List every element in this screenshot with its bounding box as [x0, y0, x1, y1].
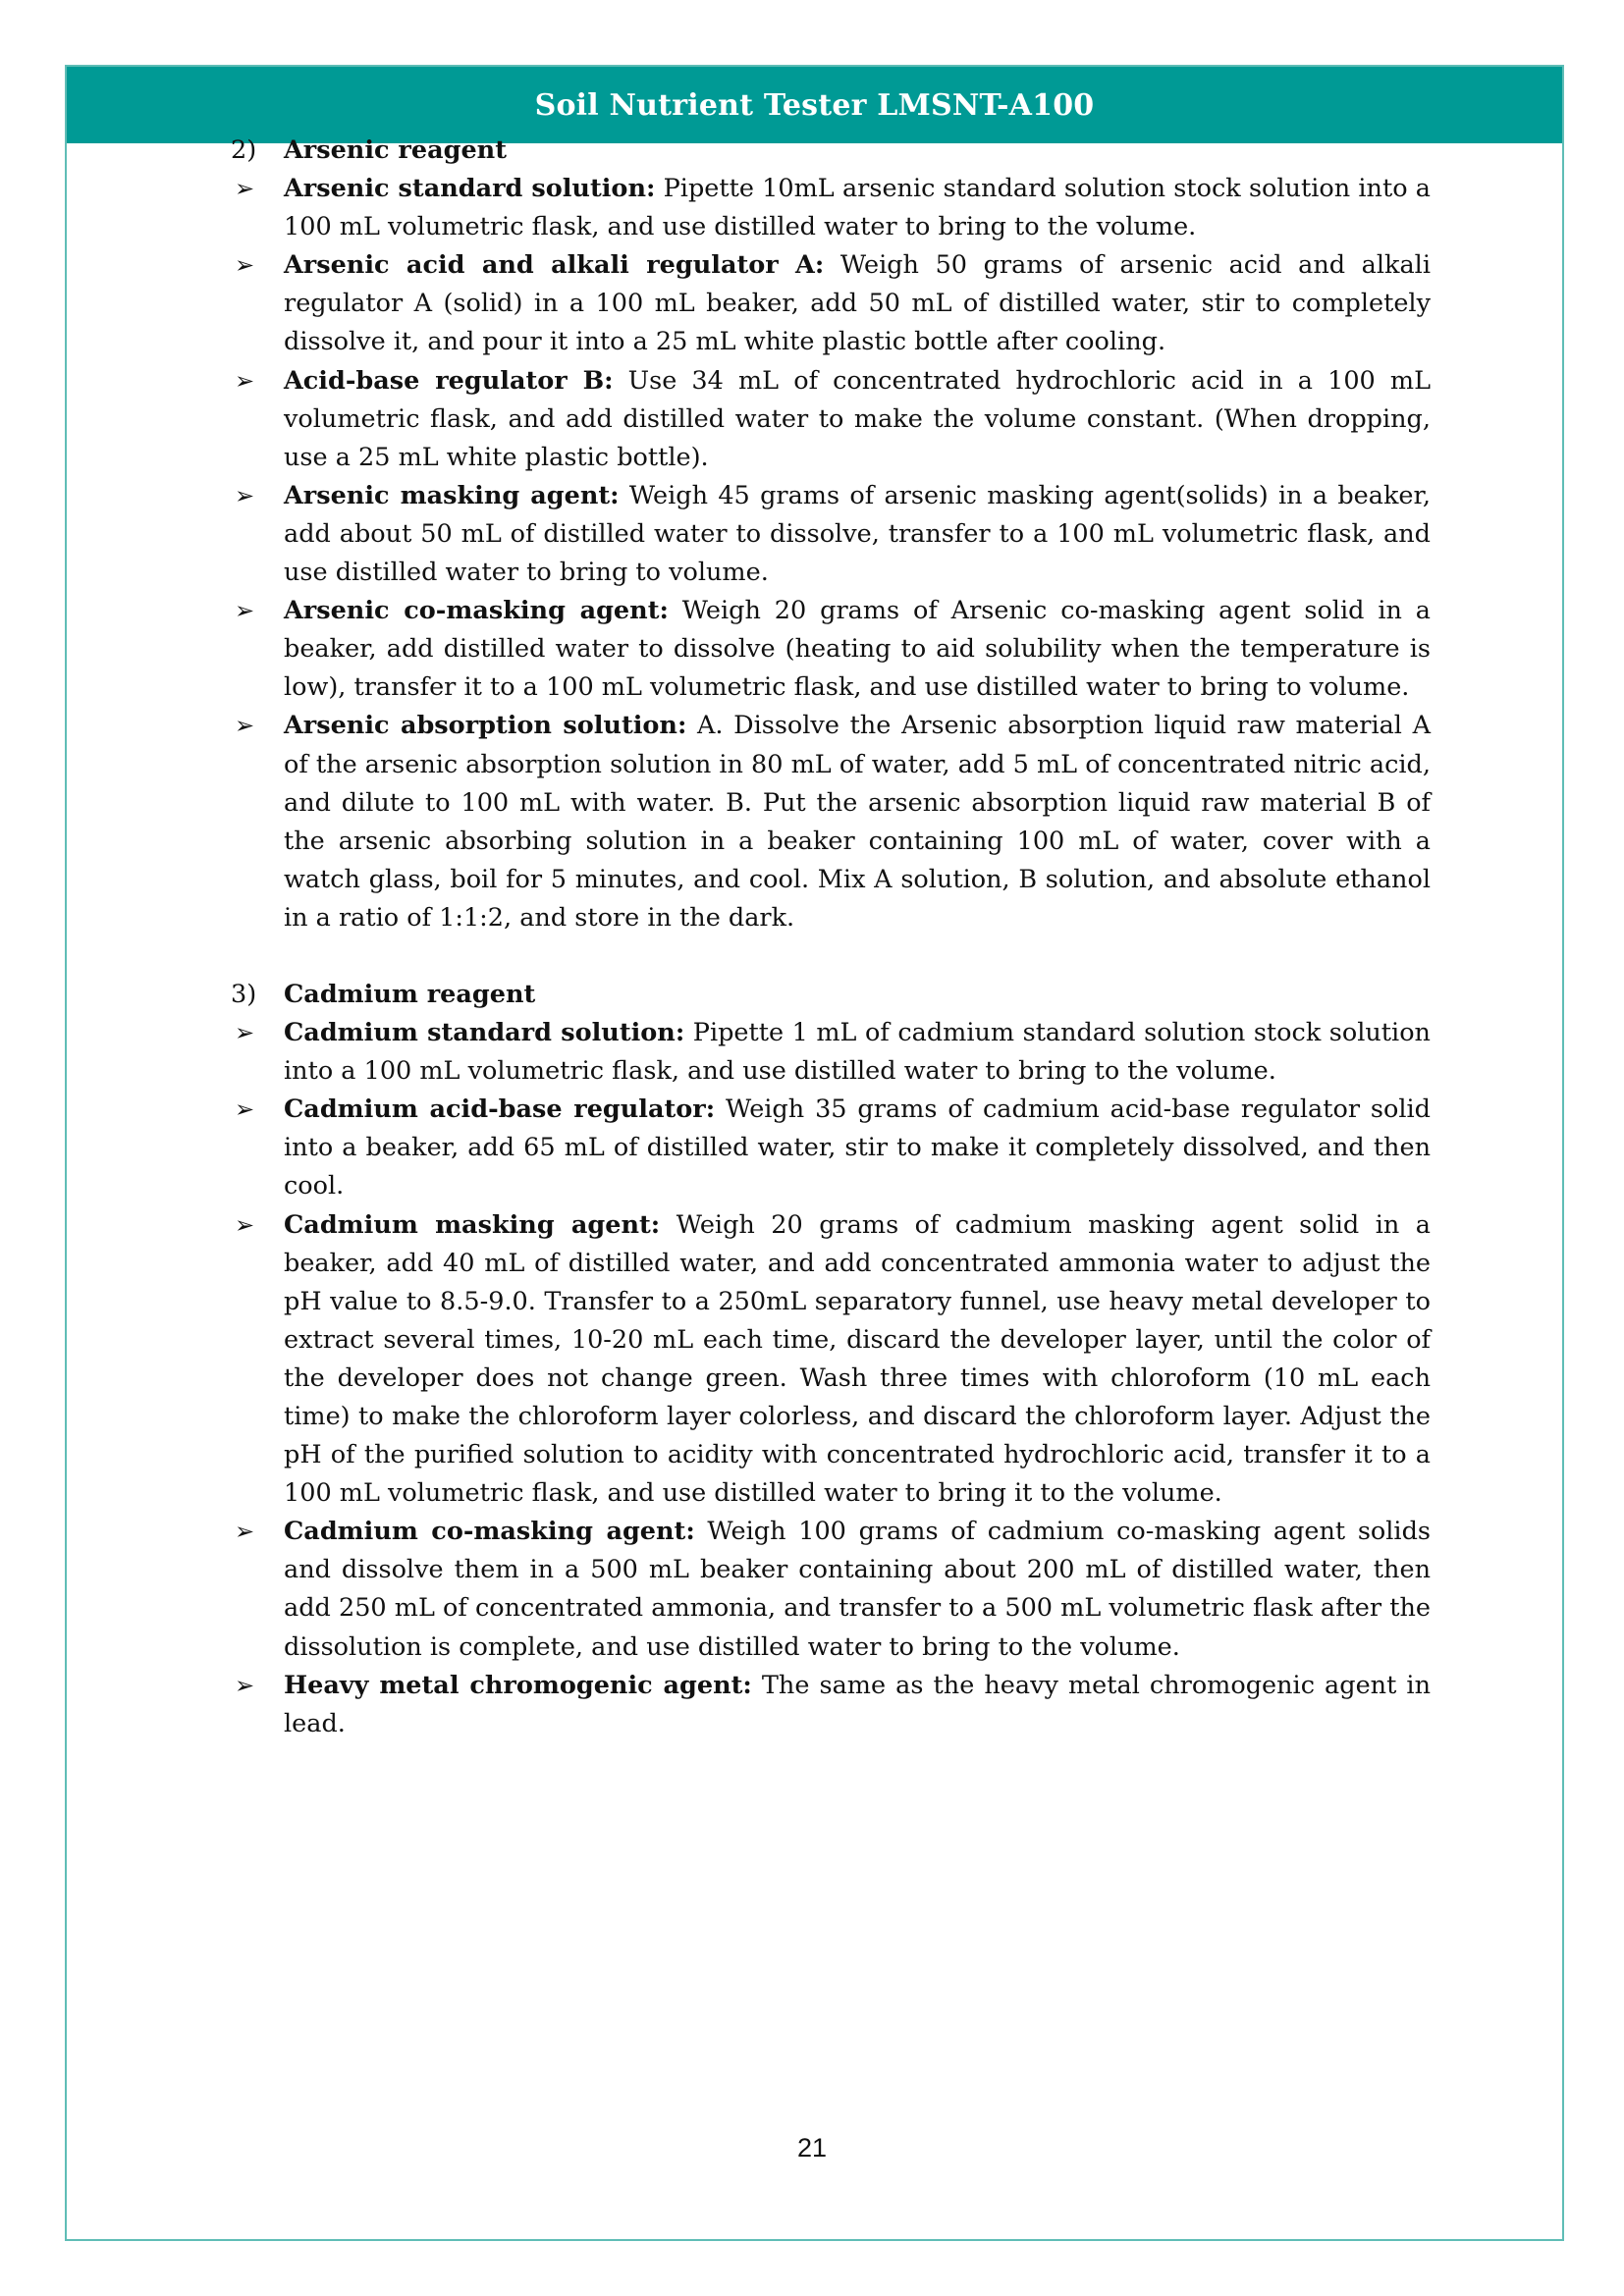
arrow-bullet-icon: ➢ [235, 1095, 255, 1124]
section-title: Arsenic reagent [284, 135, 507, 165]
list-item [231, 1206, 1431, 1514]
section-number: 2) [231, 135, 257, 165]
list-item [231, 1014, 1431, 1091]
item-text: Weigh 100 grams of cadmium co-masking agent solids and dissolve them in a 500 mL beaker containing about 200 mL of distilled water, then add 250 mL of concentrated ammonia, and transfer to a 500 mL volumetric flask after the dissolution is complete, and use distilled water to bring to the volume. [284, 1517, 1431, 1662]
item-term: Arsenic absorption solution: [284, 711, 687, 741]
item-term: Cadmium masking agent: [284, 1209, 661, 1240]
list-item [231, 246, 1431, 361]
arrow-bullet-icon: ➢ [235, 175, 255, 203]
section-title: Cadmium reagent [284, 979, 536, 1009]
list-item [231, 707, 1431, 937]
item-term: Cadmium co-masking agent: [284, 1517, 695, 1547]
item-term: Cadmium acid-base regulator: [284, 1095, 716, 1125]
item-term: Acid-base regulator B: [284, 365, 614, 396]
section-number: 3) [231, 979, 257, 1009]
header-title: Soil Nutrient Tester LMSNT-A100 [534, 87, 1095, 123]
list-item [231, 1091, 1431, 1205]
arrow-bullet-icon: ➢ [235, 712, 255, 740]
item-text: The same as the heavy metal chromogenic agent in lead. [284, 1670, 1431, 1738]
arrow-bullet-icon: ➢ [235, 366, 255, 395]
page-content [231, 132, 1431, 1743]
item-term: Cadmium standard solution: [284, 1018, 685, 1048]
arrow-bullet-icon: ➢ [235, 1019, 255, 1047]
arrow-bullet-icon: ➢ [235, 1671, 255, 1699]
item-text: Weigh 20 grams of cadmium masking agent solid in a beaker, add 40 mL of distilled water, and add concentrated ammonia water to adjust the pH value to 8.5-9.0. Transfer to a 250mL separatory funnel, use heavy metal developer to extract several times, 10-20 mL each time, discard the developer layer, until the color of the developer does not change green. Wash three times with chloroform (10 mL each time) to make the chloroform layer colorless, and discard the chloroform layer. Adjust the pH of the purified solution to acidity with concentrated hydrochloric acid, transfer it to a 100 mL volumetric flask, and use distilled water to bring it to the volume. [284, 1209, 1431, 1509]
item-text: Weigh 45 grams of arsenic masking agent(solids) in a beaker, add about 50 mL of distilled water to dissolve, transfer to a 100 mL volumetric flask, and use distilled water to bring to volume. [284, 480, 1432, 588]
list-item [231, 1667, 1431, 1743]
list-item [231, 362, 1431, 477]
section-heading [231, 132, 1431, 170]
arrow-bullet-icon: ➢ [235, 1518, 255, 1546]
item-text: Weigh 50 grams of arsenic acid and alkali regulator A (solid) in a 100 mL beaker, add 50 mL of distilled water, stir to completely dissolve it, and pour it into a 25 mL white plastic bottle after cooling. [284, 250, 1431, 357]
list-item [231, 1513, 1431, 1666]
item-text: Pipette 10mL arsenic standard solution stock solution into a 100 mL volumetric flask, and use distilled water to bring to the volume. [284, 174, 1431, 242]
arrow-bullet-icon: ➢ [235, 1210, 255, 1239]
item-term: Arsenic co-masking agent: [284, 596, 669, 626]
section-spacer [231, 937, 1431, 976]
item-text: A. Dissolve the Arsenic absorption liquid raw material A of the arsenic absorption solution in 80 mL of water, add 5 mL of concentrated nitric acid, and dilute to 100 mL with water. B. Put the arsenic absorption liquid raw material B of the arsenic absorbing solution in a beaker containing 100 mL of water, cover with a watch glass, boil for 5 minutes, and cool. Mix A solution, B solution, and absolute ethanol in a ratio of 1:1:2, and store in the dark. [284, 711, 1431, 933]
item-term: Arsenic standard solution: [284, 174, 656, 204]
page-number: 21 [796, 2133, 828, 2163]
list-item [231, 477, 1431, 592]
item-text: Weigh 35 grams of cadmium acid-base regulator solid into a beaker, add 65 mL of distilled water, stir to make it completely dissolved, and then cool. [284, 1095, 1431, 1201]
item-term: Arsenic masking agent: [284, 480, 620, 510]
item-text: Weigh 20 grams of Arsenic co-masking agent solid in a beaker, add distilled water to dissolve (heating to aid solubility when the temperature is low), transfer it to a 100 mL volumetric flask, and use distilled water to bring to volume. [284, 596, 1431, 703]
item-term: Arsenic acid and alkali regulator A: [284, 250, 825, 281]
item-term: Heavy metal chromogenic agent: [284, 1670, 752, 1700]
section-heading [231, 976, 1431, 1014]
item-text: Use 34 mL of concentrated hydrochloric acid in a 100 mL volumetric flask, and add distilled water to make the volume constant. (When dropping, use a 25 mL white plastic bottle). [284, 365, 1431, 472]
item-text: Pipette 1 mL of cadmium standard solution stock solution into a 100 mL volumetric flask, and use distilled water to bring to the volume. [284, 1018, 1431, 1087]
arrow-bullet-icon: ➢ [235, 481, 255, 509]
list-item [231, 592, 1431, 707]
arrow-bullet-icon: ➢ [235, 251, 255, 280]
arrow-bullet-icon: ➢ [235, 597, 255, 625]
list-item [231, 170, 1431, 246]
